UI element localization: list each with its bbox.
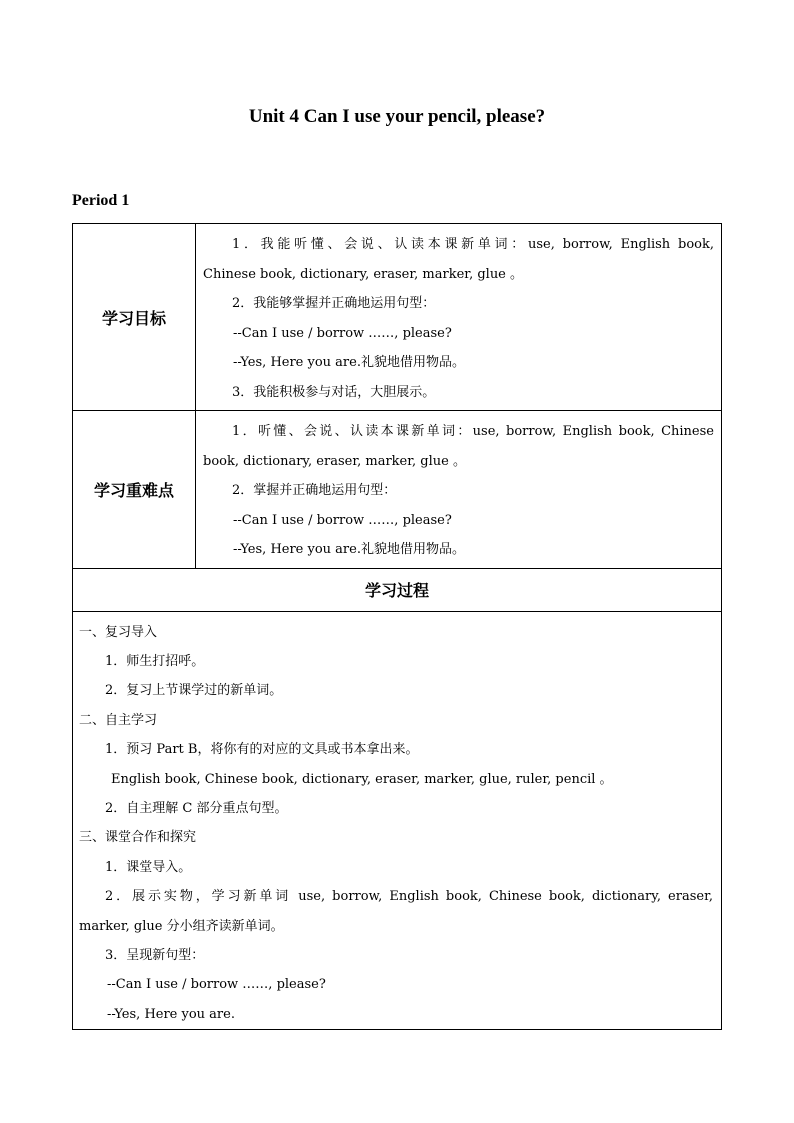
objectives-line: Chinese book, dictionary, eraser, marker, glue 。 [203, 266, 524, 282]
objectives-line: --Yes, Here you are.礼貌地借用物品。 [233, 355, 465, 370]
process-line: 1．预习 Part B，将你有的对应的文具或书本拿出来。 [105, 742, 419, 758]
process-section-heading: 二、自主学习 [79, 712, 158, 728]
process-row [73, 611, 722, 1030]
objectives-row [73, 224, 722, 411]
objectives-line: --Can I use / borrow ……, please? [233, 325, 452, 341]
process-line: 2．复习上节课学过的新单词。 [105, 683, 283, 699]
process-content [73, 611, 722, 1030]
process-line: --Can I use / borrow ……, please? [107, 977, 326, 993]
process-line: 2．自主理解 C 部分重点句型。 [105, 800, 288, 816]
key-points-label: 学习重难点 [73, 411, 196, 569]
process-header-row [73, 568, 722, 611]
objectives-content [196, 224, 722, 411]
key-points-row [73, 411, 722, 569]
process-line: --Yes, Here you are. [107, 1006, 235, 1022]
key-points-line: --Can I use / borrow ……, please? [233, 512, 452, 528]
objectives-line: 2．我能够掌握并正确地运用句型： [232, 296, 436, 311]
process-section-heading: 三、课堂合作和探究 [79, 830, 197, 846]
objectives-label: 学习目标 [73, 224, 196, 411]
objectives-line: 1．我能听懂、会说、认读本课新单词：use, borrow, English book, [232, 237, 714, 252]
page-title: Unit 4 Can I use your pencil, please? [248, 106, 546, 127]
process-line: 3．呈现新句型： [105, 947, 205, 963]
objectives-line: 3．我能积极参与对话，大胆展示。 [232, 384, 436, 400]
key-points-content [196, 411, 722, 569]
process-line: 1．课堂导入。 [105, 859, 192, 875]
key-points-line: 2．掌握并正确地运用句型： [232, 483, 397, 498]
lesson-plan-table [72, 223, 722, 1030]
process-line: marker, glue 分小组齐读新单词。 [79, 918, 284, 934]
process-line: 2．展示实物，学习新单词 use, borrow, English book, Chinese book, dictionary, eraser, [105, 889, 713, 905]
process-section-heading: 一、复习导入 [79, 624, 158, 640]
key-points-line: --Yes, Here you are.礼貌地借用物品。 [233, 542, 465, 557]
key-points-line: book, dictionary, eraser, marker, glue 。 [203, 453, 466, 469]
process-header: 学习过程 [73, 568, 722, 611]
key-points-line: 1．听懂、会说、认读本课新单词：use, borrow, English book, Chinese [232, 424, 714, 439]
process-line: English book, Chinese book, dictionary, eraser, marker, glue, ruler, pencil 。 [111, 771, 613, 787]
period-heading: Period 1 [72, 192, 130, 209]
process-line: 1．师生打招呼。 [105, 653, 205, 669]
